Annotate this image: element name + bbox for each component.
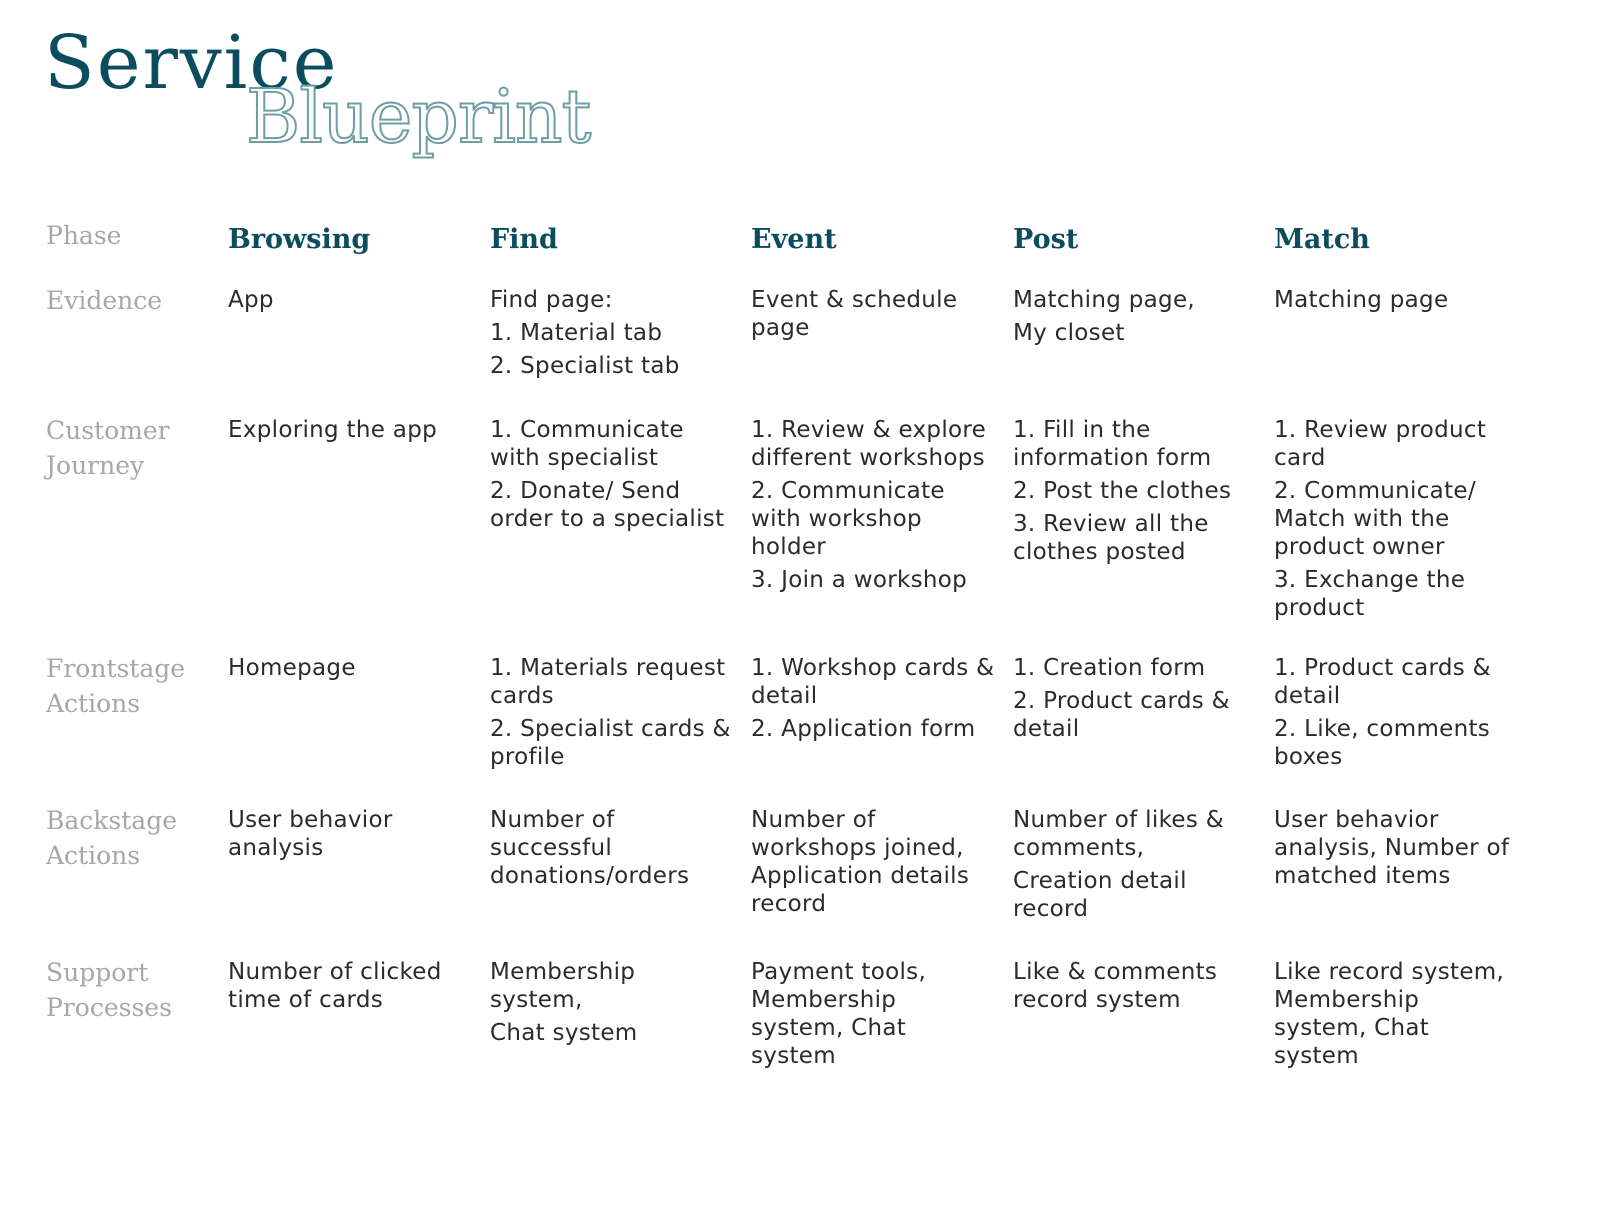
cell-support-processes-match [1274, 958, 1519, 1075]
cell-line: 1. Materials request cards [490, 655, 726, 709]
row-label-support-processes: Support Processes [46, 958, 172, 1022]
cell-line: 2. Application form [751, 716, 976, 742]
cell-line: 1. Workshop cards & detail [751, 655, 995, 709]
cell-frontstage-actions-event [751, 654, 996, 748]
cell-line: 1. Creation form [1013, 655, 1206, 681]
cell-support-processes-browsing [228, 958, 463, 1019]
cell-line: 1. Communicate with specialist [490, 417, 684, 471]
cell-line: 1. Fill in the information form [1013, 417, 1212, 471]
cell-line: My closet [1013, 320, 1125, 346]
cell-line: App [228, 287, 274, 313]
cell-line: User behavior analysis, Number of matched items [1274, 807, 1510, 889]
cell-customer-journey-match [1274, 416, 1519, 627]
cell-line: Event & schedule page [751, 287, 958, 341]
phase-header-browsing: Browsing [228, 224, 371, 255]
row-label-evidence: Evidence [46, 286, 163, 315]
cell-evidence-post [1013, 286, 1258, 352]
cell-frontstage-actions-browsing [228, 654, 463, 687]
cell-line: 3. Join a workshop [751, 567, 968, 593]
cell-backstage-actions-event [751, 806, 996, 923]
cell-line: 2. Communicate with workshop holder [751, 478, 945, 560]
cell-customer-journey-find [490, 416, 735, 538]
cell-support-processes-find [490, 958, 735, 1052]
phase-header-match: Match [1274, 224, 1370, 255]
cell-line: Homepage [228, 655, 356, 681]
cell-backstage-actions-match [1274, 806, 1519, 895]
cell-line: Membership system, [490, 959, 636, 1013]
cell-line: 2. Product cards & detail [1013, 688, 1230, 742]
cell-support-processes-post [1013, 958, 1258, 1019]
row-label-frontstage-actions: Frontstage Actions [46, 654, 186, 718]
cell-line: Find page: [490, 287, 613, 313]
cell-line: 1. Material tab [490, 320, 663, 346]
row-label-backstage-actions: Backstage Actions [46, 806, 178, 870]
cell-line: 1. Review & explore different workshops [751, 417, 987, 471]
cell-frontstage-actions-find [490, 654, 735, 776]
row-label-phase: Phase [46, 221, 122, 250]
cell-evidence-find [490, 286, 735, 385]
cell-evidence-match [1274, 286, 1519, 319]
cell-line: 2. Specialist tab [490, 353, 680, 379]
cell-line: Number of successful donations/orders [490, 807, 690, 889]
cell-customer-journey-browsing [228, 416, 463, 449]
cell-customer-journey-event [751, 416, 996, 599]
cell-backstage-actions-post [1013, 806, 1258, 928]
cell-line: 2. Post the clothes [1013, 478, 1232, 504]
page-title-outline: Blueprint [246, 74, 591, 160]
cell-line: 2. Specialist cards & profile [490, 716, 731, 770]
cell-frontstage-actions-match [1274, 654, 1519, 776]
cell-line: Number of likes & comments, [1013, 807, 1224, 861]
cell-support-processes-event [751, 958, 996, 1075]
cell-backstage-actions-find [490, 806, 735, 895]
cell-line: Chat system [490, 1020, 638, 1046]
cell-evidence-browsing [228, 286, 463, 319]
cell-line: Matching page, [1013, 287, 1196, 313]
cell-line: 3. Exchange the product [1274, 567, 1466, 621]
cell-line: 2. Communicate/ Match with the product owner [1274, 478, 1476, 560]
cell-line: 1. Review product card [1274, 417, 1487, 471]
cell-line: Payment tools, Membership system, Chat system [751, 959, 927, 1069]
cell-line: Number of workshops joined, Application details record [751, 807, 970, 917]
phase-header-post: Post [1013, 224, 1079, 255]
cell-line: 2. Like, comments boxes [1274, 716, 1491, 770]
phase-header-event: Event [751, 224, 837, 255]
cell-line: Matching page [1274, 287, 1449, 313]
cell-line: Number of clicked time of cards [228, 959, 442, 1013]
phase-header-find: Find [490, 224, 558, 255]
row-label-customer-journey: Customer Journey [46, 416, 170, 480]
cell-line: 2. Donate/ Send order to a specialist [490, 478, 725, 532]
cell-evidence-event [751, 286, 996, 347]
page-title: Service [44, 20, 339, 106]
cell-backstage-actions-browsing [228, 806, 463, 867]
cell-line: 3. Review all the clothes posted [1013, 511, 1209, 565]
cell-line: Like & comments record system [1013, 959, 1218, 1013]
cell-line: User behavior analysis [228, 807, 393, 861]
cell-line: Exploring the app [228, 417, 437, 443]
cell-frontstage-actions-post [1013, 654, 1258, 748]
cell-line: Creation detail record [1013, 868, 1187, 922]
cell-line: Like record system, Membership system, Chat system [1274, 959, 1505, 1069]
cell-customer-journey-post [1013, 416, 1258, 571]
cell-line: 1. Product cards & detail [1274, 655, 1491, 709]
